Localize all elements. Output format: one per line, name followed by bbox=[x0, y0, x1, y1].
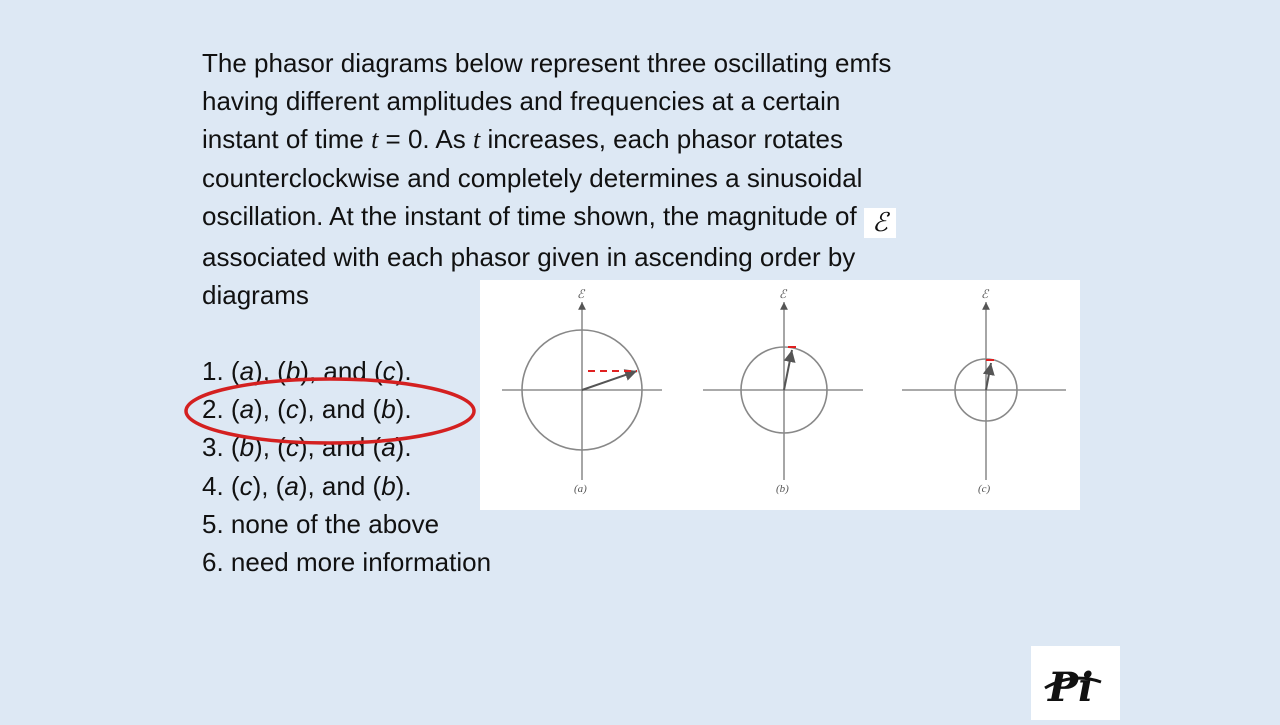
pi-logo bbox=[1031, 646, 1120, 720]
emf-axis-label: ℰ bbox=[779, 287, 787, 301]
question-text bbox=[202, 44, 1062, 314]
emf-axis-label: ℰ bbox=[577, 287, 585, 301]
diagram-label-c: (c) bbox=[978, 483, 991, 495]
phasor-diagrams bbox=[480, 280, 1080, 510]
answer-option-2[interactable]: 2. (a), (c), and (b). bbox=[202, 394, 412, 425]
answer-option-6[interactable]: 6. need more information bbox=[202, 547, 492, 578]
emf-axis-label: ℰ bbox=[981, 287, 989, 301]
question-line: having different amplitudes and frequencies at a certain bbox=[202, 86, 841, 116]
question-line: diagrams bbox=[202, 280, 309, 310]
question-line: counterclockwise and completely determines a sinusoidal bbox=[202, 163, 863, 193]
diagram-label-b: (b) bbox=[776, 483, 789, 495]
time-variable: t bbox=[472, 125, 481, 154]
question-line: increases, each phasor rotates bbox=[480, 124, 843, 154]
phasor-diagram-b bbox=[703, 287, 863, 495]
answer-option-1[interactable]: 1. (a), (b), and (c). bbox=[202, 356, 412, 386]
phasor-arrow bbox=[986, 363, 991, 390]
question-line: The phasor diagrams below represent three oscillating emfs bbox=[202, 48, 892, 78]
emf-symbol: ℰ bbox=[864, 208, 896, 238]
answer-list bbox=[202, 352, 491, 581]
phasor-diagram-a bbox=[502, 287, 662, 495]
pi-logo-mark bbox=[1031, 646, 1120, 720]
answer-option-4[interactable]: 4. (c), (a), and (b). bbox=[202, 470, 412, 501]
question-line: = 0. As bbox=[378, 124, 473, 154]
phasor-arrow bbox=[582, 371, 637, 390]
phasor-arrow bbox=[784, 350, 792, 390]
diagram-label-a: (a) bbox=[574, 483, 587, 495]
question-line: oscillation. At the instant of time shown, the magnitude of bbox=[202, 201, 857, 231]
question-line: instant of time bbox=[202, 124, 372, 154]
time-variable: t bbox=[371, 125, 379, 154]
answer-option-5[interactable]: 5. none of the above bbox=[202, 508, 440, 539]
phasor-diagram-c bbox=[902, 287, 1066, 495]
logo-text: Pi bbox=[1048, 664, 1094, 711]
answer-option-3[interactable]: 3. (b), (c), and (a). bbox=[202, 432, 412, 463]
question-line: associated with each phasor given in ascending order by bbox=[202, 242, 856, 272]
phasor-figure bbox=[480, 280, 1080, 510]
